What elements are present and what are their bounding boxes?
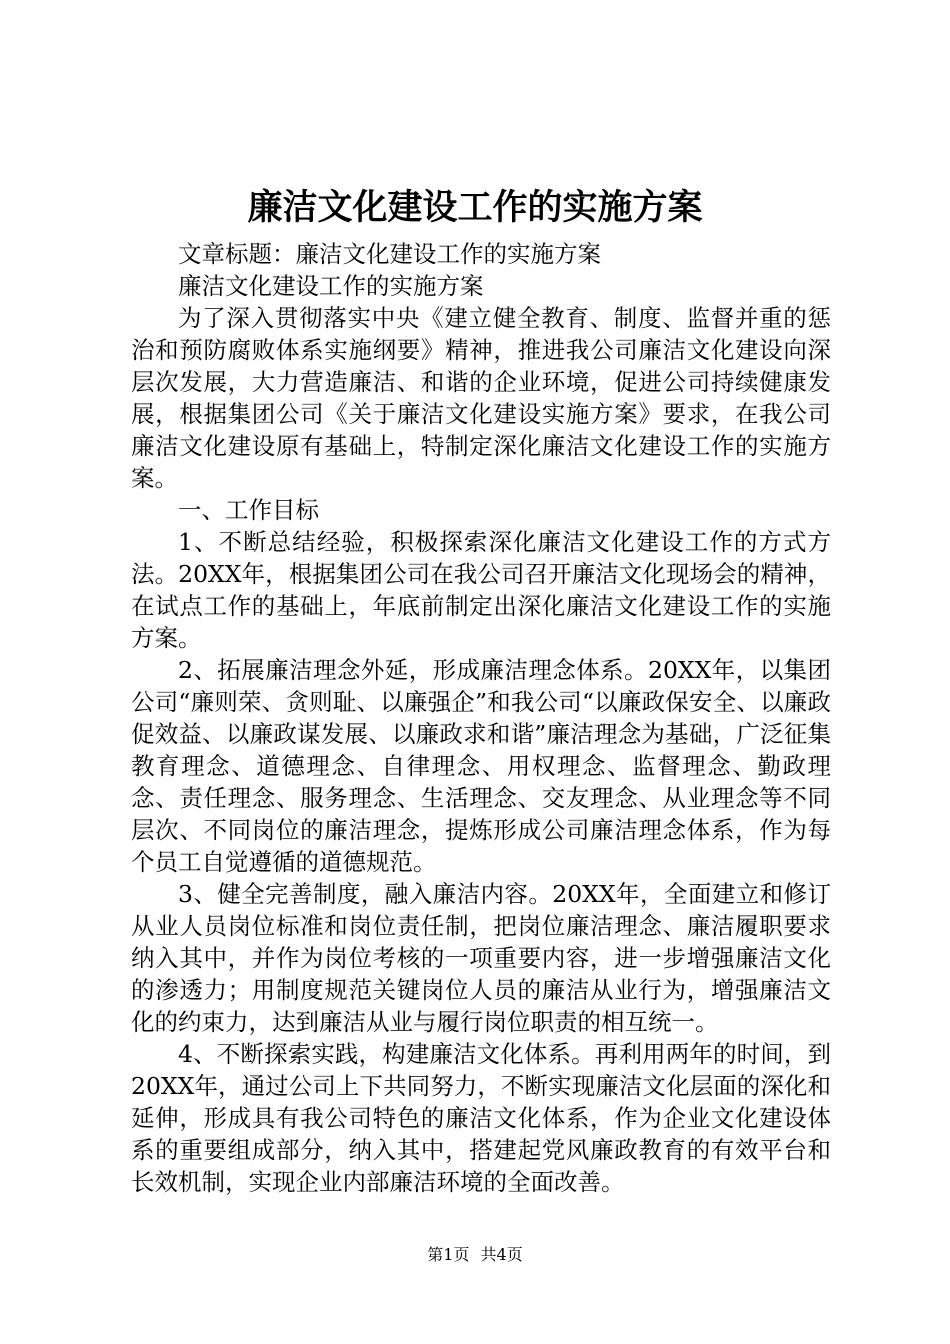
goal-paragraph-3: 3、健全完善制度，融入廉洁内容。20XX年，全面建立和修订从业人员岗位标准和岗位责任制，把岗位廉洁理念、廉洁履职要求纳入其中，并作为岗位考核的一项重要内容，进一步增强廉洁文化的渗透力；用制度规范关键岗位人员的廉洁从业行为，增强廉洁文化的约束力，达到廉洁从业与履行岗位职责的相互统一。 [131,880,831,1036]
goal-paragraph-4: 4、不断探索实践，构建廉洁文化体系。再利用两年的时间，到20XX年，通过公司上下共同努力，不断实现廉洁文化层面的深化和延伸，形成具有我公司特色的廉洁文化体系，作为企业文化建设体系的重要组成部分，纳入其中，搭建起党风廉政教育的有效平台和长效机制，实现企业内部廉洁环境的全面改善。 [131,1040,831,1196]
document-title: 廉洁文化建设工作的实施方案 [247,187,703,228]
page-number: 第1页 [427,1245,470,1264]
document-body [131,238,831,1198]
goal-paragraph-2: 2、拓展廉洁理念外延，形成廉洁理念体系。20XX年，以集团公司“廉则荣、贪则耻、以廉强企”和我公司“以廉政保安全、以廉政促效益、以廉政谋发展、以廉政求和谐”廉洁理念为基础，广泛征集教育理念、道德理念、自律理念、用权理念、监督理念、勤政理念、责任理念、服务理念、生活理念、交友理念、从业理念等不同层次、不同岗位的廉洁理念，提炼形成公司廉洁理念体系，作为每个员工自觉遵循的道德规范。 [131,656,831,876]
page-footer [0,1243,950,1267]
intro-paragraph: 为了深入贯彻落实中央《建立健全教育、制度、监督并重的惩治和预防腐败体系实施纲要》精神，推进我公司廉洁文化建设向深层次发展，大力营造廉洁、和谐的企业环境，促进公司持续健康发展，根据集团公司《关于廉洁文化建设实施方案》要求，在我公司廉洁文化建设原有基础上，特制定深化廉洁文化建设工作的实施方案。 [131,304,831,492]
article-title-line: 文章标题：廉洁文化建设工作的实施方案 [178,240,601,268]
section-heading: 一、工作目标 [178,496,319,524]
subtitle-line: 廉洁文化建设工作的实施方案 [178,272,484,300]
page-total: 共4页 [480,1245,523,1264]
goal-paragraph-1: 1、不断总结经验，积极探索深化廉洁文化建设工作的方式方法。20XX年，根据集团公司在我公司召开廉洁文化现场会的精神，在试点工作的基础上，年底前制定出深化廉洁文化建设工作的实施方案。 [131,528,831,652]
